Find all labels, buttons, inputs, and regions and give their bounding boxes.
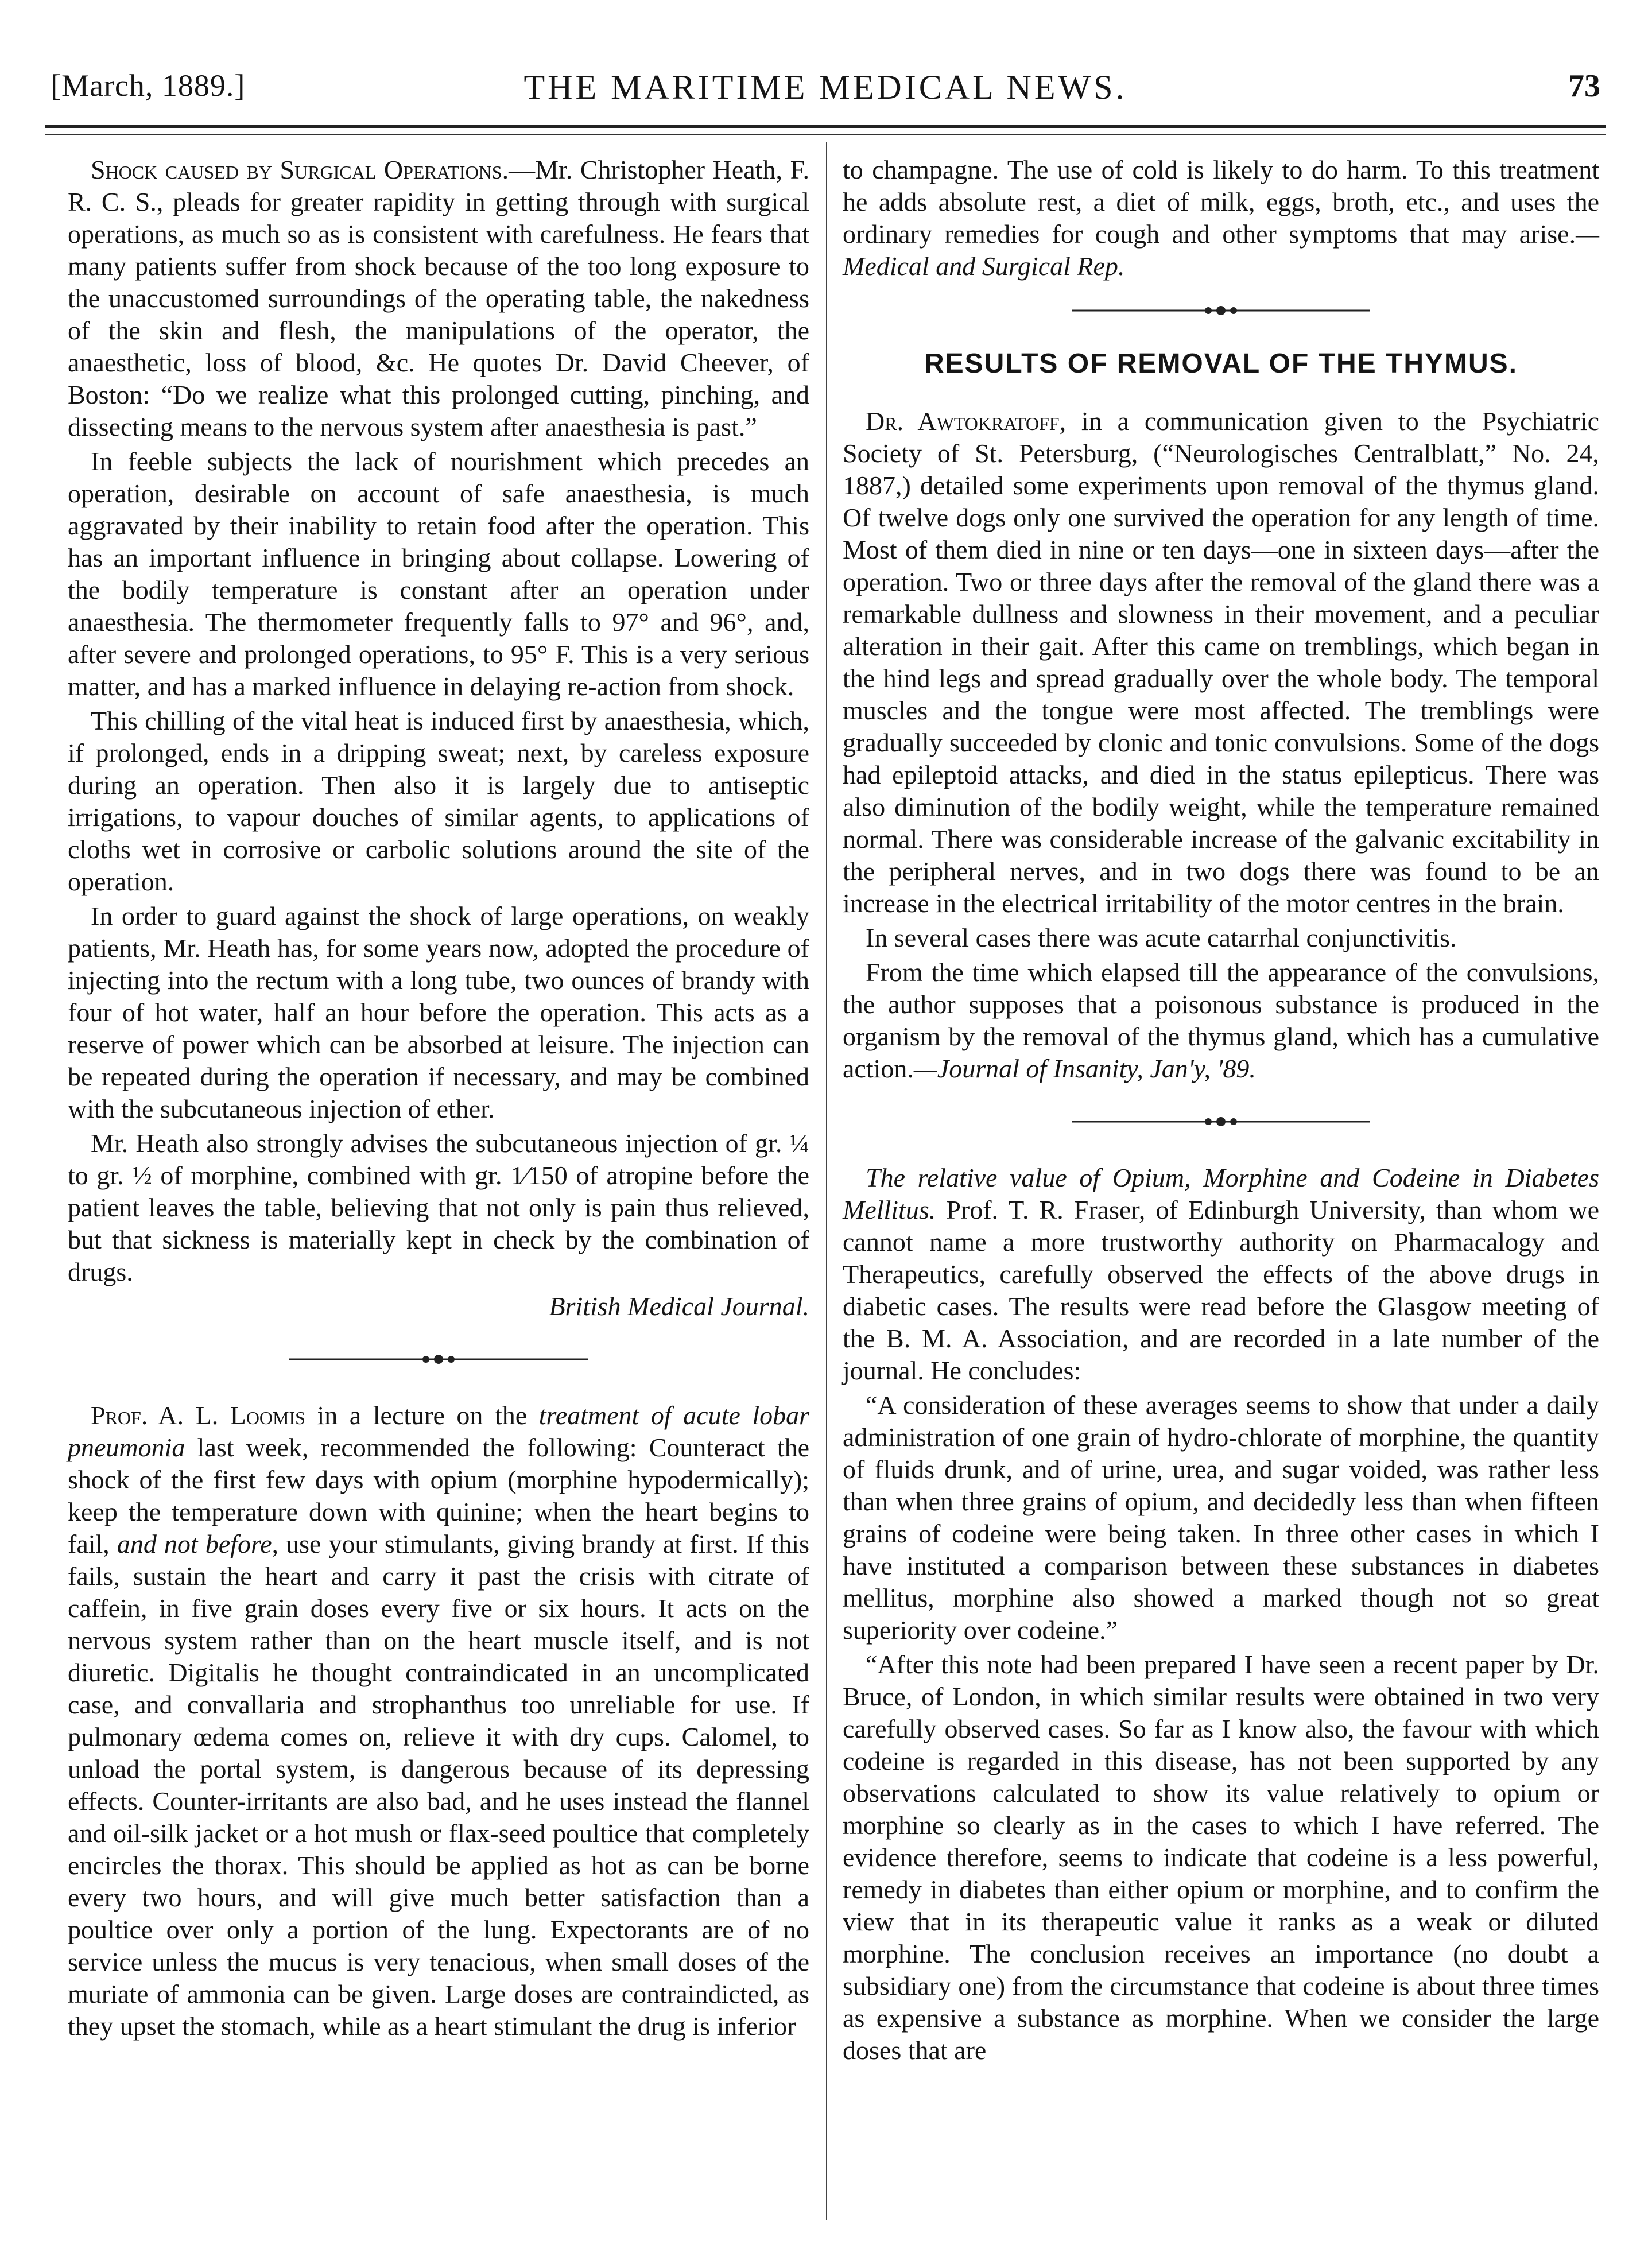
- paragraph-text: last week, recommended the following: Counteract the shock of the first few days with opium (morphine hypodermically); keep the temperature down with quinine; when the heart begins to fail,: [68, 1433, 809, 1558]
- article-lead: Prof. A. L. Loomis: [91, 1401, 305, 1430]
- article-paragraph: [68, 1399, 809, 2042]
- article-source: British Medical Journal.: [549, 1292, 809, 1321]
- article-paragraph: [843, 1162, 1599, 1387]
- paragraph-text: to champagne. The use of cold is likely to do harm. To this treatment he adds absolute rest, a diet of milk, eggs, broth, etc., and uses the ordinary remedies for cough and other symptoms that may arise.: [843, 155, 1599, 249]
- article-opium: [843, 1162, 1599, 2066]
- header-rule-thin: [45, 134, 1606, 135]
- quoted-paragraph: “A consideration of these averages seems to show that under a daily administration of one grain of hydro-chlorate of morphine, the quantity of fluids drunk, and of urine, urea, and sugar voided, was rather less than when three grains of opium, and decidedly less than when fifteen grains of codeine were being taken. In three other cases in which I have instituted a comparison between these substances in diabetes mellitus, morphine also showed a marked though not so great superiority over codeine.”: [843, 1390, 1599, 1645]
- article-paragraph: [843, 956, 1599, 1085]
- column-divider: [826, 142, 827, 2220]
- article-lead: Dr. Awtokratoff,: [866, 406, 1067, 436]
- quoted-paragraph: “After this note had been prepared I have seen a recent paper by Dr. Bruce, of London, in which similar results were obtained in two very carefully observed cases. So far as I know also, the favour with which codeine is regarded in this disease, has not been supported by any observations calculated to show its value relatively to opium or morphine so clearly as in the cases to which I have referred. The evidence therefore, seems to indicate that codeine is a less powerful, remedy in diabetes than either opium or morphine, and to confirm the view that in its therapeutic value it ranks as a weak or diluted morphine. The conclusion receives an importance (no doubt a subsidiary one) from the circumstance that codeine is about three times as expensive a substance as morphine. When we consider the large doses that are: [843, 1650, 1599, 2065]
- ornamental-divider: [843, 285, 1599, 342]
- continued-paragraph: [843, 154, 1599, 282]
- article-loomis: [68, 1399, 809, 2042]
- running-header: [51, 68, 1600, 114]
- journal-title: THE MARITIME MEDICAL NEWS.: [523, 68, 1127, 106]
- article-paragraph: This chilling of the vital heat is induced first by anaesthesia, which, if prolonged, ends in a dripping sweat; next, by careless exposure during an operation. Then also it is largely due to antiseptic irrigations, to vapour douches of similar agents, to applications of cloths wet in corrosive or carbolic solutions around the site of the operation.: [68, 706, 809, 896]
- divider-ornament-icon: [1072, 305, 1370, 316]
- article-paragraph: [843, 405, 1599, 920]
- article-paragraph: Mr. Heath also strongly advises the subcutaneous injection of gr. ¼ to gr. ½ of morphine, combined with gr. 1⁄150 of atropine before the patient leaves the table, believing that not only is pain thus relieved, but that sickness is materially kept in check by the combination of drugs.: [68, 1129, 809, 1286]
- issue-date: [March, 1889.]: [51, 68, 246, 103]
- section-title: RESULTS OF REMOVAL OF THE THYMUS.: [924, 348, 1518, 379]
- article-shock: [68, 154, 809, 1323]
- article-heading: Shock caused by Surgical Operations.: [91, 155, 509, 184]
- paragraph-text: —Mr. Christopher Heath, F. R. C. S., pleads for greater rapidity in getting through with surgical operations, as much so as is consistent with carefulness. He fears that many patients suffer from shock because of the too long exposure to the unaccustomed surroundings of the operating table, the nakedness of the skin and flesh, the manipulations of the operator, the anaesthetic, loss of blood, &c. He quotes Dr. David Cheever, of Boston: “Do we realize what this prolonged cutting, pinching, and dissecting means to the nervous system after anaesthesia is past.”: [68, 155, 809, 441]
- right-column: [843, 154, 1599, 2069]
- article-paragraph: [68, 154, 809, 443]
- article-paragraph: In several cases there was acute catarrhal conjunctivitis.: [866, 923, 1457, 952]
- article-source: —Journal of Insanity, Jan'y, '89.: [913, 1054, 1256, 1083]
- article-source: —Medical and Surgical Rep.: [843, 219, 1599, 281]
- paragraph-text: From the time which elapsed till the appearance of the convulsions, the author supposes that a poisonous substance is produced in the organism by the removal of the thymus gland, which has a cumulative action.: [843, 957, 1599, 1083]
- divider-ornament-icon: [1072, 1116, 1370, 1127]
- article-paragraph: In order to guard against the shock of large operations, on weakly patients, Mr. Heath has, for some years now, adopted the procedure of injecting into the rectum with a long tube, two ounces of brandy with four of hot water, half an hour before the operation. This acts as a reserve of power which can be absorbed at leisure. The injection can be repeated during the operation if necessary, and may be combined with the subcutaneous injection of ether.: [68, 901, 809, 1123]
- article-heading: The relative value of Opium, Morphine and Codeine in Diabetes Mellitus.: [843, 1163, 1599, 1224]
- ornamental-divider: [68, 1325, 809, 1399]
- emphasis-text: and not before,: [117, 1529, 279, 1558]
- paragraph-text: use your stimulants, giving brandy at first. If this fails, sustain the heart and carry it past the crisis with citrate of caffein, in five grain doses every five or six hours. It acts on the nervous system rather than on the heart muscle itself, and is not diuretic. Digitalis he thought contraindicated in an uncomplicated case, and convallaria and strophanthus too unreliable for use. If pulmonary œdema comes on, relieve it with dry cups. Calomel, to unload the portal system, is dangerous because of its depressing effects. Counter-irritants are also bad, and he uses instead the flannel and oil-silk jacket or a hot mush or flax-seed poultice that completely encircles the thorax. This should be applied as hot as can be borne every two hours, and will give much better satisfaction than a poultice over only a portion of the lung. Expectorants are of no service unless the mucus is very tenacious, when small doses of the muriate of ammonia can be given. Large doses are contraindicted, as they upset the stomach, while as a heart stimulant the drug is inferior: [68, 1529, 810, 2041]
- left-column: [68, 154, 809, 2045]
- ornamental-divider: [843, 1087, 1599, 1162]
- divider-ornament-icon: [289, 1354, 588, 1365]
- emphasis-text: treatment of acute lobar pneumonia: [68, 1401, 809, 1462]
- paragraph-text: in a lecture on the: [305, 1401, 539, 1430]
- article-thymus: [843, 348, 1599, 1085]
- paragraph-text: Prof. T. R. Fraser, of Edinburgh University, than whom we cannot name a more trustworthy authority on Pharmacalogy and Therapeutics, carefully observed the effects of the above drugs in diabetic cases. The results were read before the Glasgow meeting of the B. M. A. Association, and are recorded in a late number of the journal. He concludes:: [843, 1195, 1599, 1385]
- paragraph-text: in a communication given to the Psychiatric Society of St. Petersburg, (“Neurologisches Centralblatt,” No. 24, 1887,) detailed some experiments upon removal of the thymus gland. Of twelve dogs only one survived the operation for any length of time. Most of them died in nine or ten days—one in sixteen days—after the operation. Two or three days after the removal of the gland there was a remarkable dullness and slowness in their movement, and a peculiar alteration in their gait. After this came on tremblings, which began in the hind legs and spread gradually over the whole body. The temporal muscles and the tongue were most affected. The tremblings were gradually succeeded by clonic and tonic convulsions. Some of the dogs had epileptoid attacks, and died in the status epilepticus. There was also diminution of the bodily weight, while the temperature remained normal. There was considerable increase of the galvanic excitability in the peripheral nerves, and in two dogs there was found to be an increase in the electrical irritability of the motor centres in the brain.: [843, 406, 1599, 918]
- header-rule-thick: [45, 125, 1606, 128]
- article-paragraph: In feeble subjects the lack of nourishment which precedes an operation, desirable on account of safe anaesthesia, is much aggravated by their inability to retain food after the operation. This has an important influence in bringing about collapse. Lowering of the bodily temperature is constant after an operation under anaesthesia. The thermometer frequently falls to 97° and 96°, and, after severe and prolonged operations, to 95° F. This is a very serious matter, and has a marked influence in delaying re-action from shock.: [68, 447, 809, 701]
- page-number: 73: [1568, 68, 1600, 104]
